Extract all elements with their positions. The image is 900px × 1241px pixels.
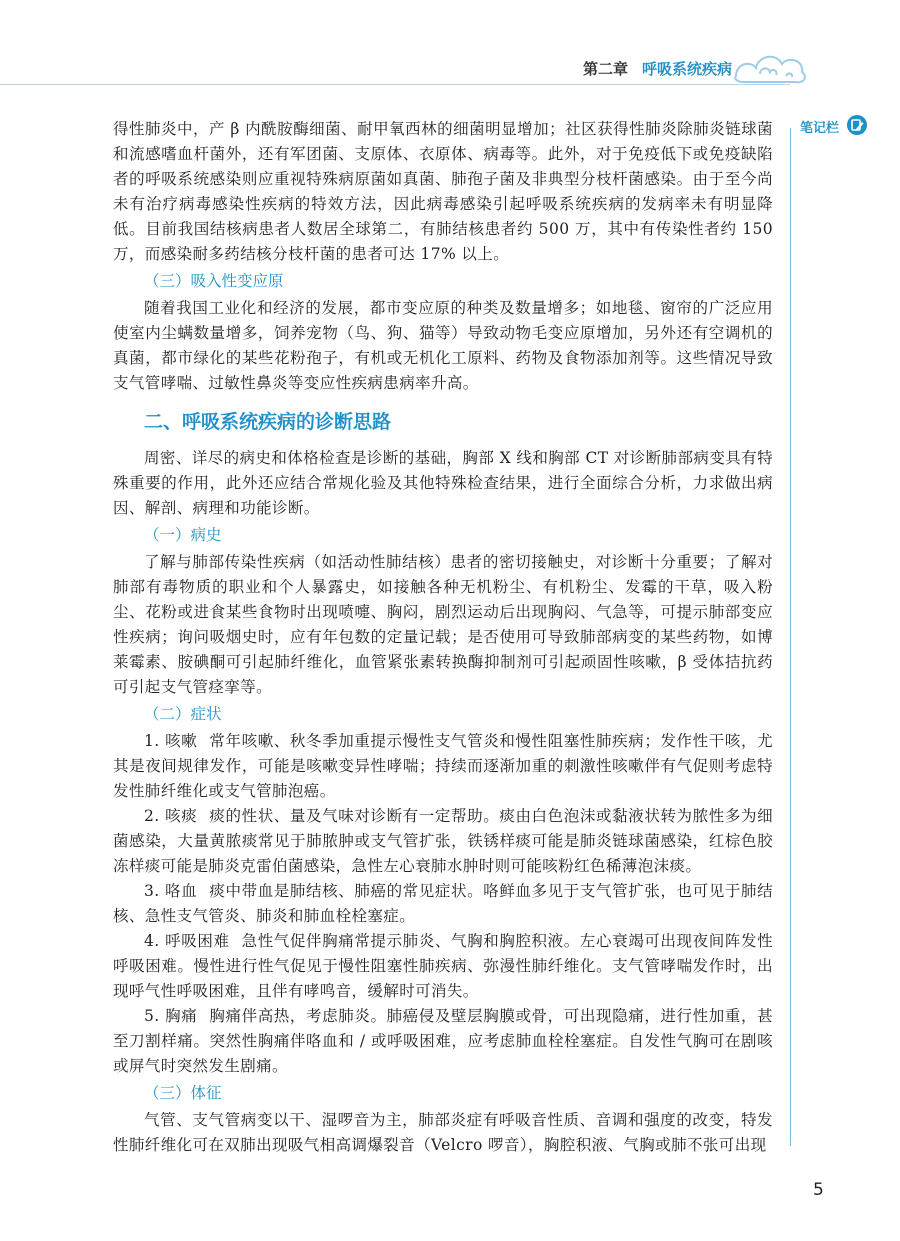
paragraph-diagnosis: 周密、详尽的病史和体格检查是诊断的基础，胸部 X 线和胸部 CT 对诊断肺部病变具有特殊重要的作用，此外还应结合常规化验及其他特殊检查结果，进行全面综合分析，力求做出病因、解剖、病理和功能诊断。	[113, 449, 773, 517]
heading-symptoms: （二）症状	[144, 705, 222, 723]
cloud-ornament-icon	[730, 42, 810, 90]
heading-signs: （三）体征	[144, 1084, 222, 1102]
paragraph-allergens: 随着我国工业化和经济的发展，都市变应原的种类及数量增多；如地毯、窗帘的广泛应用使室内尘螨数量增多，饲养宠物（鸟、狗、猫等）导致动物毛变应原增加，另外还有空调机的真菌，都市绿化的某些花粉孢子，有机或无机化工原料、药物及食物添加剂等。这些情况导致支气管哮喘、过敏性鼻炎等变应性疾病患病率升高。	[113, 299, 773, 392]
symptom-label: 4. 呼吸困难	[144, 932, 230, 950]
symptom-label: 1. 咳嗽	[144, 732, 198, 750]
symptom-text: 痰中带血是肺结核、肺癌的常见症状。咯鲜血多见于支气管扩张，也可见于肺结核、急性支气管炎、肺炎和肺血栓栓塞症。	[113, 882, 773, 925]
symptom-label: 5. 胸痛	[144, 1007, 198, 1025]
heading-inhaled-allergens: （三）吸入性变应原	[144, 272, 284, 290]
symptom-label: 2. 咳痰	[144, 807, 198, 825]
page-header	[0, 0, 900, 110]
symptom-hemoptysis	[113, 879, 773, 929]
header-rule	[0, 84, 790, 85]
symptom-text: 胸痛伴高热，考虑肺炎。肺癌侵及壁层胸膜或骨，可出现隐痛，进行性加重，甚至刀割样痛。突然性胸痛伴咯血和 / 或呼吸困难，应考虑肺血栓栓塞症。自发性气胸可在剧咳或屏气时突然发生剧痛。	[113, 1007, 773, 1075]
section-heading-diagnosis: 二、呼吸系统疾病的诊断思路	[144, 411, 392, 433]
page-number: 5	[813, 1180, 824, 1200]
chapter-number: 第二章	[582, 60, 628, 78]
paragraph-history: 了解与肺部传染性疾病（如活动性肺结核）患者的密切接触史，对诊断十分重要；了解对肺部有毒物质的职业和个人暴露史，如接触各种无机粉尘、有机粉尘、发霉的干草，吸入粉尘、花粉或进食某些食物时出现喷嚏、胸闷，剧烈运动后出现胸闷、气急等，可提示肺部变应性疾病；询问吸烟史时，应有年包数的定量记载；是否使用可导致肺部病变的某些药物，如博莱霉素、胺碘酮可引起肺纤维化，血管紧张素转换酶抑制剂可引起顽固性咳嗽，β 受体拮抗药可引起支气管痉挛等。	[113, 553, 773, 696]
pencil-note-icon	[846, 114, 868, 136]
symptom-text: 常年咳嗽、秋冬季加重提示慢性支气管炎和慢性阻塞性肺疾病；发作性干咳，尤其是夜间规律发作，可能是咳嗽变异性哮喘；持续而逐渐加重的刺激性咳嗽伴有气促则考虑特发性肺纤维化或支气管肺泡癌。	[113, 732, 773, 800]
symptom-text: 急性气促伴胸痛常提示肺炎、气胸和胸腔积液。左心衰竭可出现夜间阵发性呼吸困难。慢性进行性气促见于慢性阻塞性肺疾病、弥漫性肺纤维化。支气管哮喘发作时，出现呼气性呼吸困难，且伴有哮鸣音，缓解时可消失。	[113, 932, 773, 1000]
main-text	[113, 117, 773, 1158]
symptom-sputum	[113, 804, 773, 879]
chapter-title: 呼吸系统疾病	[641, 60, 732, 78]
heading-history: （一）病史	[144, 526, 222, 544]
symptom-cough	[113, 729, 773, 804]
notes-column-label: 笔记栏	[800, 121, 840, 136]
symptom-text: 痰的性状、量及气味对诊断有一定帮助。痰由白色泡沫或黏液状转为脓性多为细菌感染，大量黄脓痰常见于肺脓肿或支气管扩张，铁锈样痰可能是肺炎链球菌感染，红棕色胶冻样痰可能是肺炎克雷伯菌感染，急性左心衰肺水肿时则可能咳粉红色稀薄泡沫痰。	[113, 807, 773, 875]
running-header	[583, 58, 732, 79]
paragraph-signs: 气管、支气管病变以干、湿啰音为主，肺部炎症有呼吸音性质、音调和强度的改变，特发性肺纤维化可在双肺出现吸气相高调爆裂音（Velcro 啰音），胸腔积液、气胸或肺不张可出现	[113, 1111, 773, 1154]
paragraph-infection: 得性肺炎中，产 β 内酰胺酶细菌、耐甲氧西林的细菌明显增加；社区获得性肺炎除肺炎链球菌和流感嗜血杆菌外，还有军团菌、支原体、衣原体、病毒等。此外，对于免疫低下或免疫缺陷者的呼吸系统感染则应重视特殊病原菌如真菌、肺孢子菌及非典型分枝杆菌感染。由于至今尚未有治疗病毒感染性疾病的特效方法，因此病毒感染引起呼吸系统疾病的发病率未有明显降低。目前我国结核病患者人数居全球第二，有肺结核患者约 500 万，其中有传染性者约 150 万，而感染耐多药结核分枝杆菌的患者可达 17% 以上。	[113, 120, 773, 263]
symptom-dyspnea	[113, 929, 773, 1004]
margin-rule	[790, 128, 791, 1146]
symptom-label: 3. 咯血	[144, 882, 198, 900]
symptom-chest-pain	[113, 1004, 773, 1079]
